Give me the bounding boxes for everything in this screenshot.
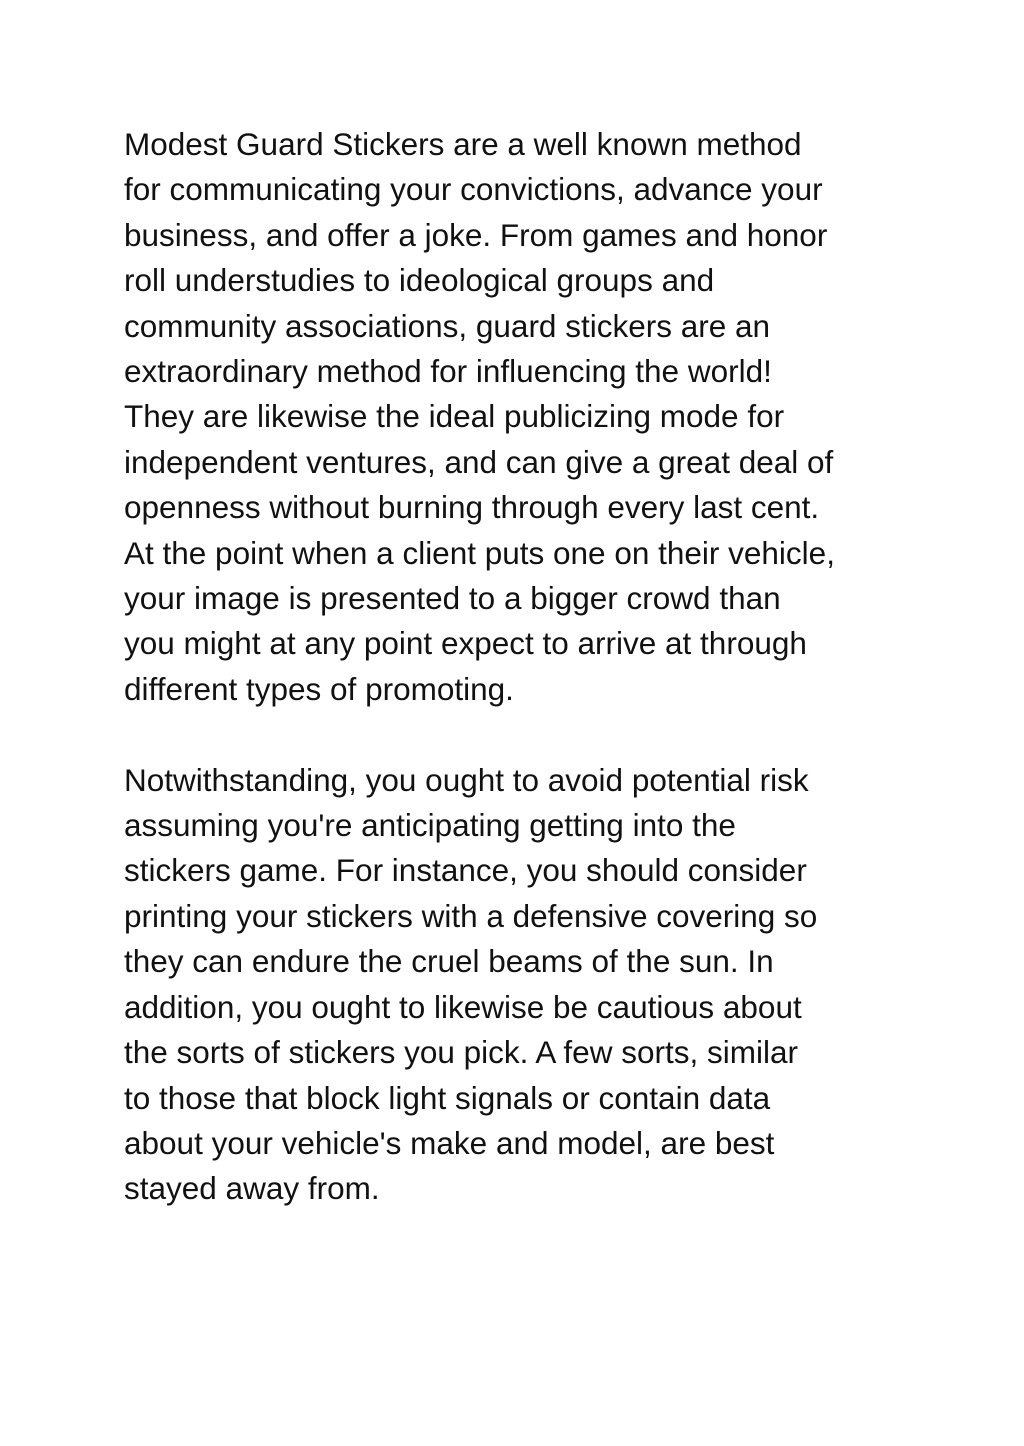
paragraph-line: stickers game. For instance, you should consider: [124, 852, 807, 889]
paragraph-line: At the point when a client puts one on their vehicle,: [124, 534, 835, 571]
paragraph-line: assuming you're anticipating getting into the: [124, 807, 736, 844]
paragraph-2: [124, 758, 914, 1212]
paragraph-spacer: [124, 712, 914, 757]
paragraph-line: independent ventures, and can give a great deal of: [124, 443, 834, 480]
paragraph-line: different types of promoting.: [124, 670, 514, 707]
paragraph-line: you might at any point expect to arrive at through: [124, 625, 807, 662]
paragraph-line: roll understudies to ideological groups and: [124, 262, 715, 299]
paragraph-line: business, and offer a joke. From games and honor: [124, 216, 828, 253]
paragraph-line: community associations, guard stickers are an: [124, 307, 771, 344]
paragraph-line: your image is presented to a bigger crowd than: [124, 580, 781, 617]
paragraph-line: extraordinary method for influencing the world!: [124, 353, 772, 390]
paragraph-line: the sorts of stickers you pick. A few sorts, similar: [124, 1034, 798, 1071]
paragraph-line: Notwithstanding, you ought to avoid potential risk: [124, 761, 809, 798]
paragraph-1: [124, 122, 914, 712]
paragraph-line: printing your stickers with a defensive covering so: [124, 897, 818, 934]
paragraph-line: they can endure the cruel beams of the sun. In: [124, 943, 774, 980]
paragraph-line: to those that block light signals or contain data: [124, 1079, 771, 1116]
paragraph-line: for communicating your convictions, advance your: [124, 171, 823, 208]
paragraph-line: about your vehicle's make and model, are best: [124, 1124, 775, 1161]
paragraph-line: Modest Guard Stickers are a well known method: [124, 126, 802, 162]
document-body: [124, 122, 914, 1212]
paragraph-line: openness without burning through every last cent.: [124, 489, 820, 526]
paragraph-line: addition, you ought to likewise be cautious about: [124, 988, 802, 1025]
paragraph-line: They are likewise the ideal publicizing mode for: [124, 398, 785, 435]
paragraph-line: stayed away from.: [124, 1170, 380, 1207]
